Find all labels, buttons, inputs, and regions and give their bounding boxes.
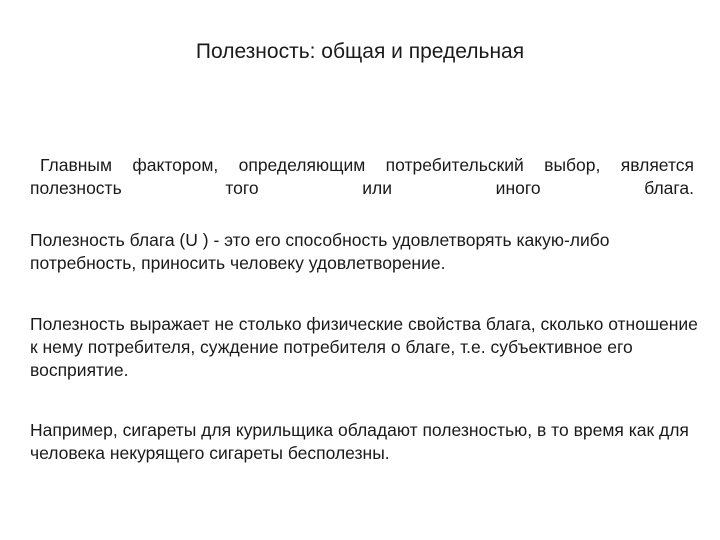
paragraph-utility-definition: Полезность блага (U ) - это его способность удовлетворять какую-либо потребность, приносить человеку удовлетворение. bbox=[30, 230, 610, 273]
slide-title: Полезность: общая и предельная bbox=[195, 40, 525, 63]
paragraph-example: Например, сигареты для курильщика обладают полезностью, в то время как для человека некурящего сигареты бесполезны. bbox=[30, 420, 689, 463]
paragraph-text: Главным фактором, определяющим потребительский выбор, является полезность того или иного блага. bbox=[30, 155, 694, 198]
paragraph-utility-expresses: Полезность выражает не столько физические свойства блага, сколько отношение к нему потребителя, суждение потребителя о благе, т.е. субъективное его восприятие. bbox=[30, 314, 698, 380]
paragraph-main-factor bbox=[30, 154, 694, 200]
